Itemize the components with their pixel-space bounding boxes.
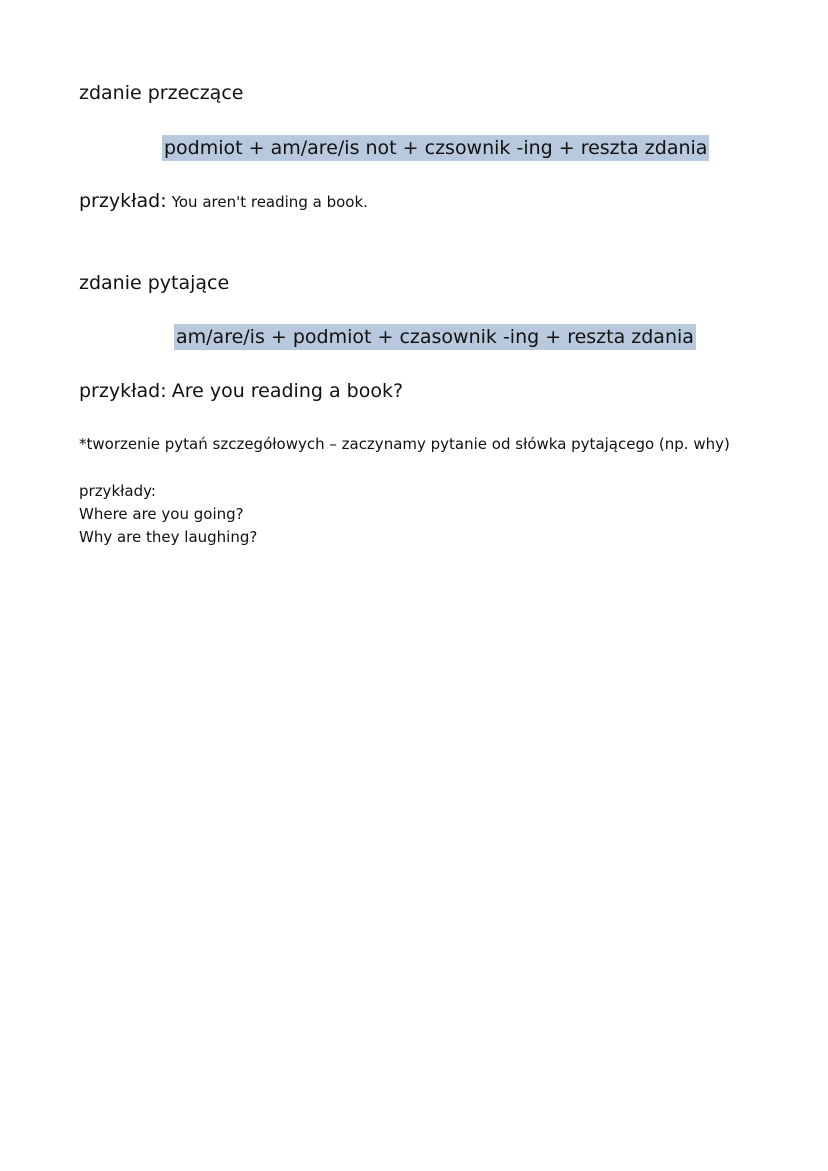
negative-example <box>79 190 368 212</box>
question-example <box>79 380 403 402</box>
example-item: Where are you going? <box>79 505 244 523</box>
question-formula: am/are/is + podmiot + czasownik -ing + reszta zdania <box>176 326 694 348</box>
example-item: Why are they laughing? <box>79 528 258 546</box>
negative-example-label: przykład: <box>79 190 167 212</box>
examples-label: przykłady: <box>79 482 156 500</box>
detailed-questions-note: *tworzenie pytań szczegółowych – zaczynamy pytanie od słówka pytającego (np. why) <box>79 435 730 453</box>
question-example-label: przykład: <box>79 380 167 402</box>
question-example-text: Are you reading a book? <box>171 380 404 402</box>
negative-example-text: You aren't reading a book. <box>171 193 368 211</box>
question-heading: zdanie pytające <box>79 272 230 294</box>
negative-heading: zdanie przeczące <box>79 82 244 104</box>
negative-formula: podmiot + am/are/is not + czsownik -ing + reszta zdania <box>164 137 708 159</box>
